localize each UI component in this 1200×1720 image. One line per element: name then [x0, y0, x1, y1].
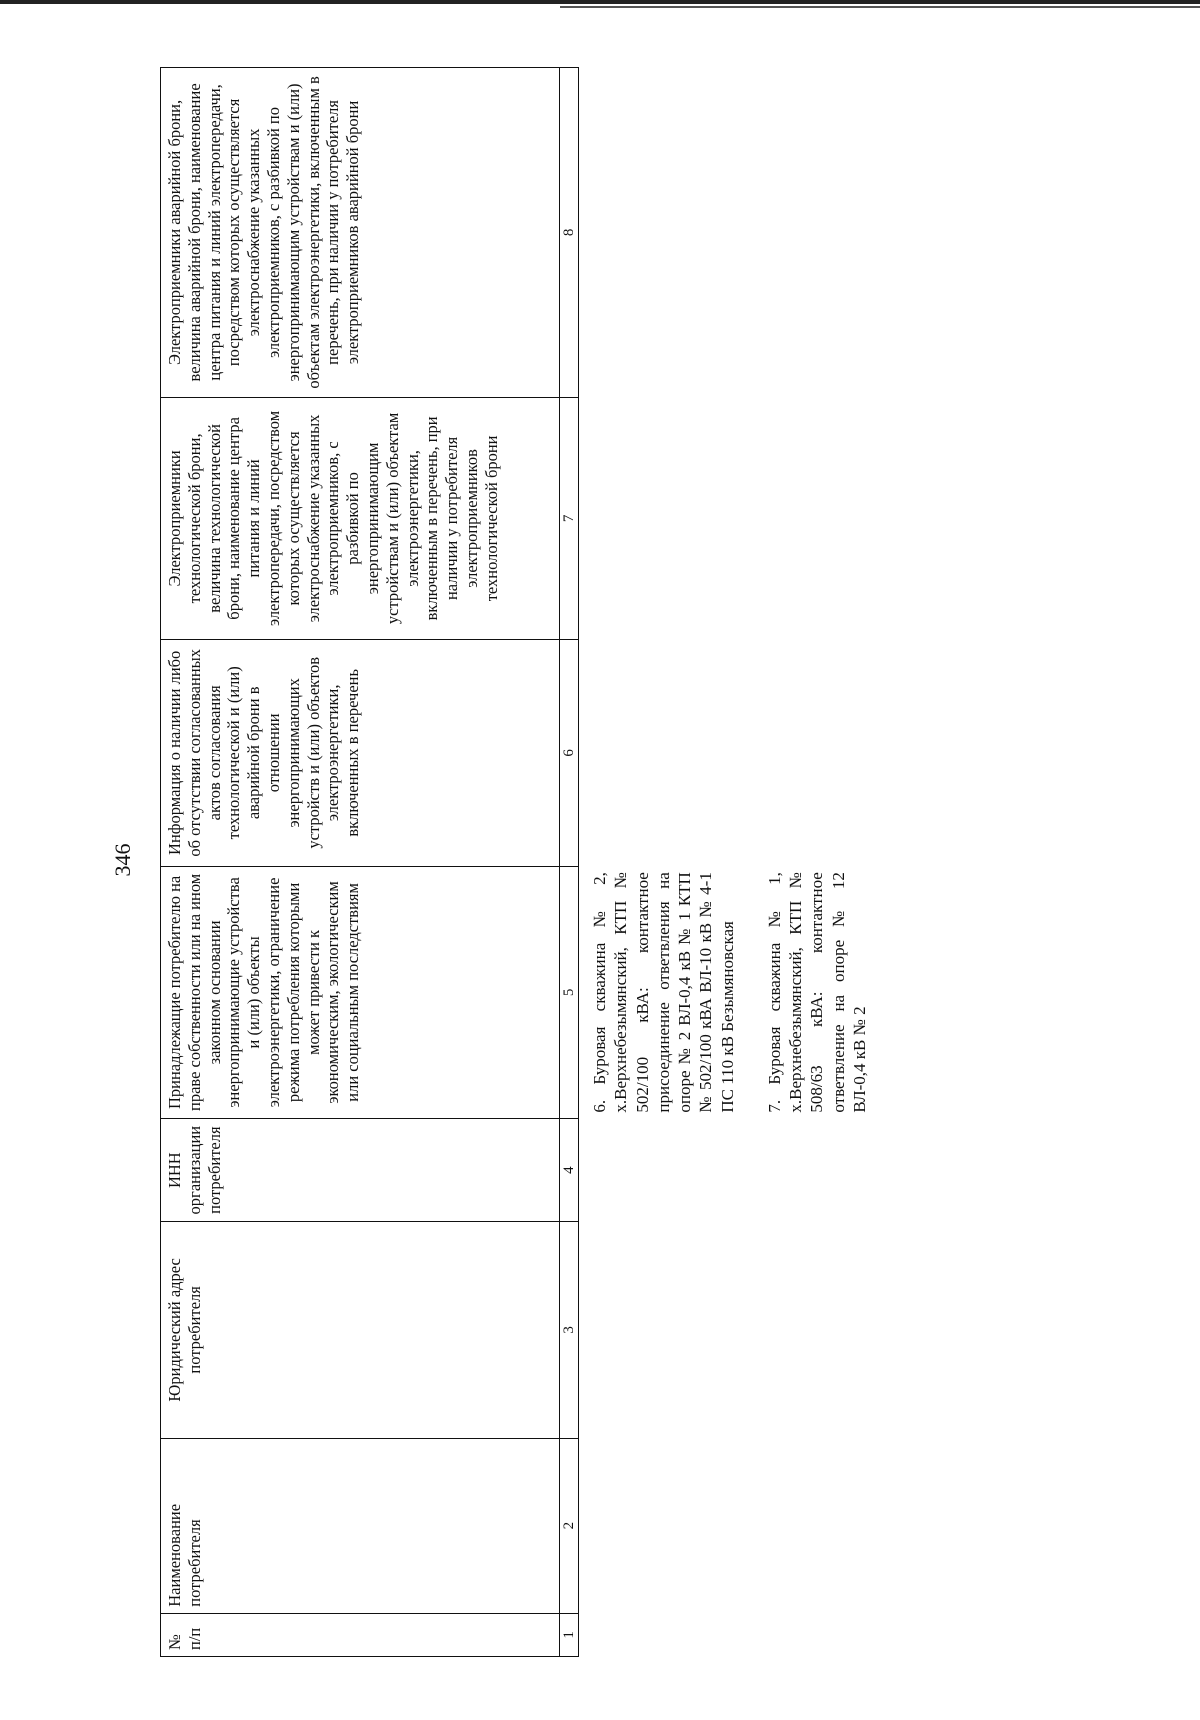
column-number-row [560, 68, 579, 1657]
column-number: 3 [560, 1222, 579, 1438]
column-number: 8 [560, 68, 579, 398]
header-inn: ИНН организации потребителя [161, 1119, 560, 1222]
column-number: 1 [560, 1613, 579, 1656]
column-number: 2 [560, 1438, 579, 1613]
header-reservation-acts: Информация о наличии либо об отсутствии согласованных актов согласования технологической и (или) аварийной брони в отношении энергопринимающих устройств и (или) объектов электроэнергетики, включенных в перечень [161, 639, 560, 866]
header-devices: Принадлежащие потребителю на праве собственности или на ином законном основании энергопринимающие устройства и (или) объекты электроэнергетики, ограничение режима потребления которыми может привести к экономическим, экологическим или социальным последствиям [161, 866, 560, 1118]
consumer-table [160, 67, 896, 1657]
column-number: 7 [560, 397, 579, 639]
header-number: № п/п [161, 1613, 560, 1656]
device-entries [579, 866, 897, 1118]
header-technological-reservation: Электроприемники технологической брони, величина технологической брони, наименование центра питания и линий электропередачи, посредством которых осуществляется электроснабжение указанных электроприемников, с разбивкой по энергопринимающим устройствам и (или) объектам электроэнергетики, включенным в перечень, при наличии у потребителя электроприемников технологической брони [161, 397, 560, 639]
column-number: 4 [560, 1119, 579, 1222]
device-entry: 6. Буровая скважина № 2, х.Верхнебезымянский, КТП № 502/100 кВА: контактное присоединение ответвления на опоре № 2 ВЛ-0,4 кВ № 1 КТП № 502/100 кВА ВЛ-10 кВ № 4-1 ПС 110 кВ Безымяновская [590, 872, 737, 1113]
device-entry: 7. Буровая скважина № 1, х.Верхнебезымянский, КТП № 508/63 кВА: контактное ответвление на опоре № 12 ВЛ-0,4 кВ № 2 [764, 872, 869, 1113]
table-body-row [579, 68, 897, 1657]
table-header-row [161, 68, 560, 1657]
header-legal-address: Юридический адрес потребителя [161, 1222, 560, 1438]
column-number: 6 [560, 639, 579, 866]
header-emergency-reservation: Электроприемники аварийной брони, величина аварийной брони, наименование центра питания и линий электропередачи, посредством которых осуществляется электроснабжение указанных электроприемников, с разбивкой по энергопринимающим устройствам и (или) объектам электроэнергетики, включенным в перечень, при наличии у потребителя электроприемников аварийной брони [161, 68, 560, 398]
header-consumer-name: Наименование потребителя [161, 1438, 560, 1613]
column-number: 5 [560, 866, 579, 1118]
page-number: 346 [110, 843, 135, 877]
